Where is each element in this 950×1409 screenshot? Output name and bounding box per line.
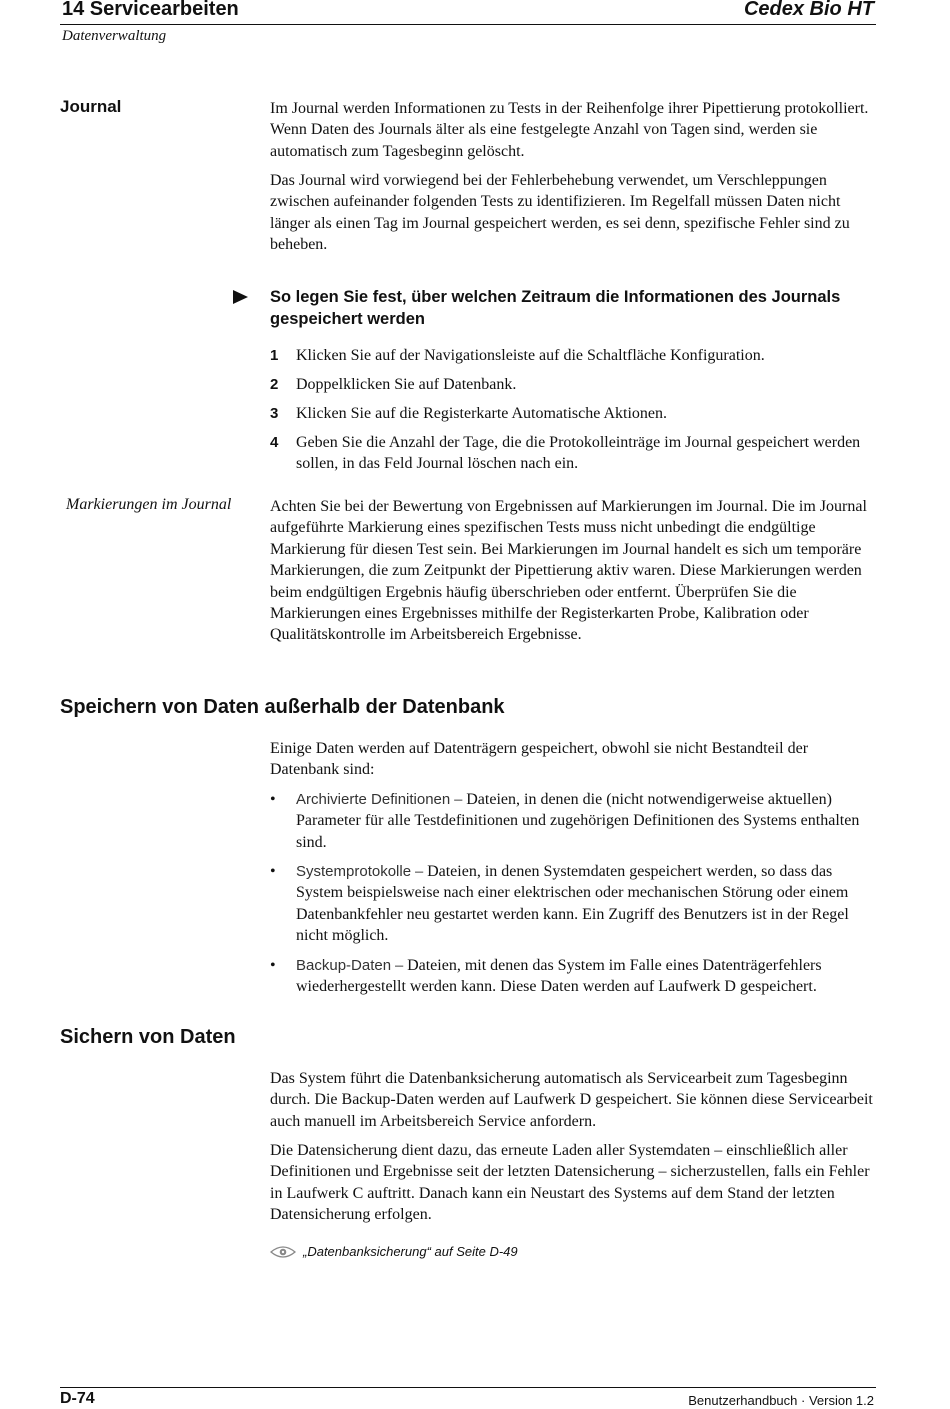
step-text: Klicken Sie auf die Registerkarte Automatische Aktionen. [296, 405, 668, 422]
procedure-arrow-icon [233, 290, 248, 304]
sichern-heading: Sichern von Daten [60, 1026, 236, 1048]
bullet-dot-icon: • [270, 957, 276, 974]
procedure-step [270, 432, 876, 475]
bullet-term: Archivierte Definitionen [296, 791, 451, 808]
procedure-title: So legen Sie fest, über welchen Zeitraum die Informationen des Journals gespeichert werden [270, 288, 841, 328]
journal-paragraph-1: Im Journal werden Informationen zu Tests in der Reihenfolge ihrer Pipettierung protokolliert. Wenn Daten des Journals älter als eine festgelegte Anzahl von Tagen sind, werden sie automatisch zum Tagesbeginn gelöscht. [270, 100, 869, 160]
journal-paragraph-2: Das Journal wird vorwiegend bei der Fehlerbehebung verwendet, um Verschleppungen zwischen aufeinander folgenden Tests zu identifizieren. Im Regelfall müssen Daten nicht länger als einen Tag im Journal gespeichert werden, es sei denn, spezifische Fehler sind zu beheben. [270, 172, 850, 254]
procedure-step [270, 403, 876, 424]
bullet-item [270, 861, 876, 947]
step-text: Geben Sie die Anzahl der Tage, die die Protokolleinträge im Journal gespeichert werden sollen, in das Feld Journal löschen nach ein. [296, 434, 861, 473]
bullet-text: – Dateien, in denen Systemdaten gespeichert werden, so dass das System beispielsweise nach einer elektrischen oder mechanischen Störung oder einem Datenbankfehler neu gestartet werden kann. Ein Zugriff des Benutzers ist in der Regel nicht möglich. [296, 863, 849, 945]
bullet-text: – Dateien, mit denen das System im Falle eines Datenträgerfehlers wiederhergestellt werden kann. Diese Daten werden auf Laufwerk D gespeichert. [296, 957, 822, 996]
cross-reference-link[interactable]: „Datenbanksicherung“ auf Seite D-49 [303, 1244, 518, 1259]
header-divider [60, 24, 876, 25]
section-subtitle: Datenverwaltung [62, 28, 167, 44]
step-text: Doppelklicken Sie auf Datenbank. [296, 376, 517, 393]
procedure-step [270, 345, 876, 366]
bullet-dot-icon: • [270, 791, 276, 808]
step-number: 2 [270, 376, 279, 393]
procedure-step [270, 374, 876, 395]
speichern-intro: Einige Daten werden auf Datenträgern gespeichert, obwohl sie nicht Bestandteil der Datenbank sind: [270, 740, 809, 779]
page-number: D-74 [60, 1390, 95, 1407]
step-number: 1 [270, 347, 279, 364]
step-number: 3 [270, 405, 279, 422]
step-number: 4 [270, 434, 279, 451]
bullet-text: – Dateien, in denen die (nicht notwendigerweise aktuellen) Parameter für alle Testdefinitionen und zugehörigen Definitionen des Systems enthalten sind. [296, 791, 860, 851]
eye-icon [270, 1245, 296, 1259]
sichern-paragraph-2: Die Datensicherung dient dazu, das erneute Laden aller Systemdaten – einschließlich aller Definitionen und Ergebnisse seit der letzten Datensicherung – sicherzustellen, falls ein Fehler in Laufwerk C auftritt. Danach kann ein Neustart des Systems auf dem Stand der letzten Datensicherung erfolgen. [270, 1142, 870, 1224]
manual-version: Benutzerhandbuch · Version 1.2 [688, 1393, 874, 1408]
sichern-paragraph-1: Das System führt die Datenbanksicherung automatisch als Servicearbeit zum Tagesbeginn durch. Die Backup-Daten werden auf Laufwerk D gespeichert. Sie können diese Servicearbeit auch manuell im Arbeitsbereich Service anfordern. [270, 1070, 873, 1130]
step-text: Klicken Sie auf der Navigationsleiste auf die Schaltfläche Konfiguration. [296, 347, 765, 364]
bullet-item [270, 955, 876, 998]
footer-divider [60, 1387, 876, 1388]
bullet-term: Backup-Daten [296, 957, 392, 974]
markierungen-label: Markierungen im Journal [66, 496, 232, 513]
chapter-title: 14 Servicearbeiten [62, 0, 239, 20]
journal-label: Journal [60, 97, 122, 116]
markierungen-paragraph: Achten Sie bei der Bewertung von Ergebnissen auf Markierungen im Journal. Die im Journal aufgeführte Markierung eines spezifischen Tests muss nicht unbedingt die endgültige Markierung für diesen Test sein. Bei Markierungen im Journal handelt es sich um temporäre Markierungen, die zum Zeitpunkt der Pipettierung aktiv waren. Diese Markierungen werden beim endgültigen Ergebnis häufig überschrieben oder entfernt. Überprüfen Sie die Markierungen eines Ergebnisses mithilfe der Registerkarten Probe, Kalibration oder Qualitätskontrolle im Arbeitsbereich Ergebnisse. [270, 498, 867, 644]
bullet-item [270, 789, 876, 853]
speichern-heading: Speichern von Daten außerhalb der Datenbank [60, 696, 505, 718]
bullet-term: Systemprotokolle [296, 863, 412, 880]
bullet-dot-icon: • [270, 863, 276, 880]
product-name: Cedex Bio HT [743, 0, 874, 20]
